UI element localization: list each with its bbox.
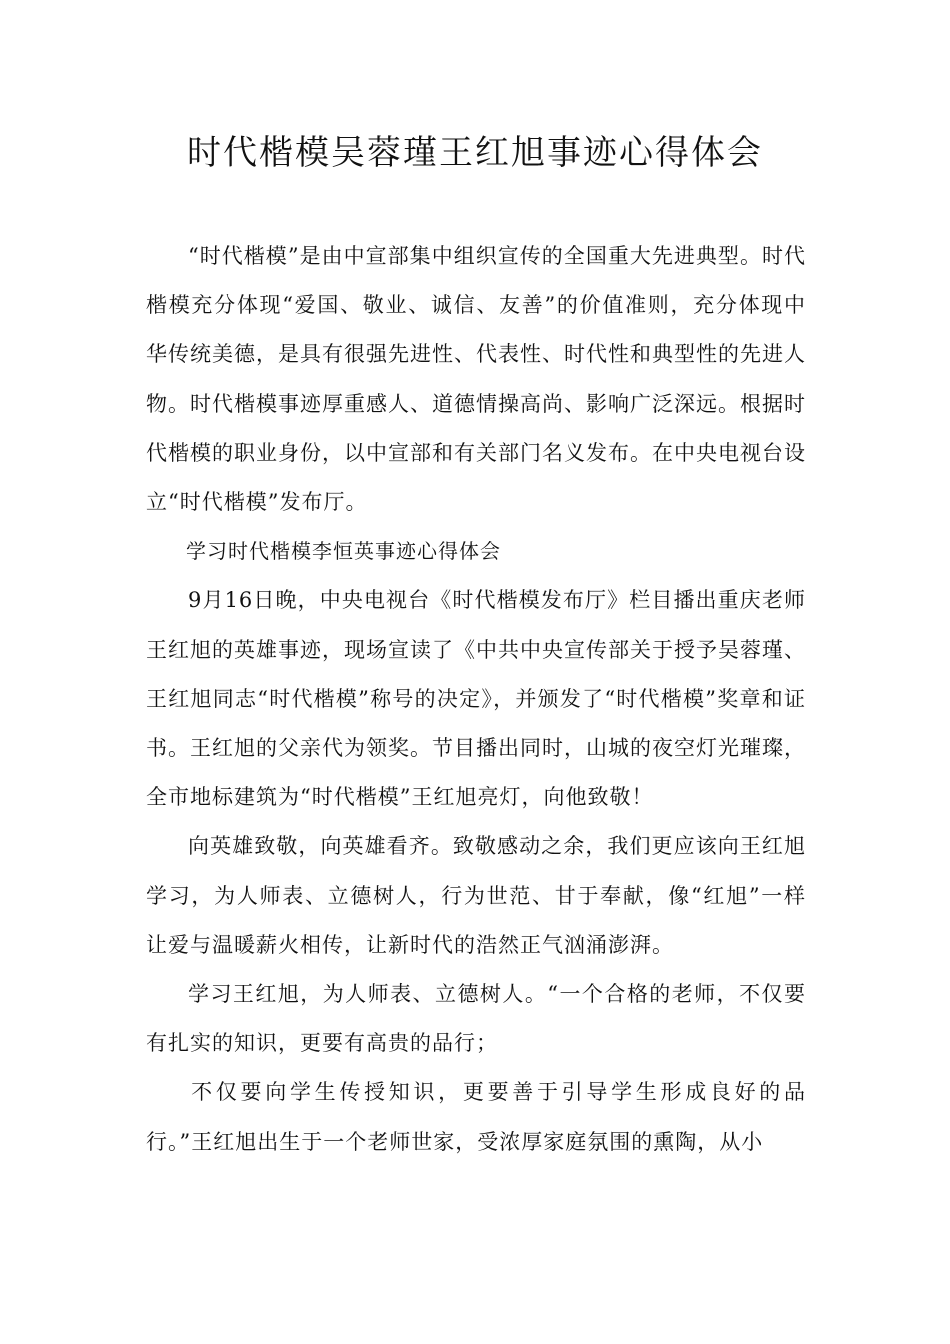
- paragraph-learning: 学习王红旭，为人师表、立德树人。“一个合格的老师，不仅要有扎实的知识，更要有高贵的品行；: [146, 982, 806, 1056]
- paragraph-event: 9月16日晚，中央电视台《时代楷模发布厅》栏目播出重庆老师王红旭的英雄事迹，现场宣读了《中共中央宣传部关于授予吴蓉瑾、王红旭同志“时代楷模”称号的决定》，并颁发了“时代楷模”奖章和证书。王红旭的父亲代为领奖。节目播出同时，山城的夜空灯光璀璨，全市地标建筑为“时代楷模”王红旭亮灯，向他致敬！: [146, 588, 806, 810]
- paragraph-intro: “时代楷模”是由中宣部集中组织宣传的全国重大先进典型。时代楷模充分体现“爱国、敬业、诚信、友善”的价值准则，充分体现中华传统美德，是具有很强先进性、代表性、时代性和典型性的先进人物。时代楷模事迹厚重感人、道德情操高尚、影响广泛深远。根据时代楷模的职业身份，以中宣部和有关部门名义发布。在中央电视台设立“时代楷模”发布厅。: [146, 244, 806, 515]
- paragraph-continuation: 不仅要向学生传授知识，更要善于引导学生形成良好的品行。”王红旭出生于一个老师世家，受浓厚家庭氛围的熏陶，从小: [146, 1080, 806, 1154]
- document-title: 时代楷模吴蓉瑾王红旭事迹心得体会: [187, 133, 763, 173]
- paragraph-subtitle: 学习时代楷模李恒英事迹心得体会: [186, 539, 501, 564]
- document-body: [146, 232, 806, 1167]
- paragraph-tribute: 向英雄致敬，向英雄看齐。致敬感动之余，我们更应该向王红旭学习，为人师表、立德树人，行为世范、甘于奉献，像“红旭”一样让爱与温暖薪火相传，让新时代的浩然正气汹涌澎湃。: [146, 834, 806, 957]
